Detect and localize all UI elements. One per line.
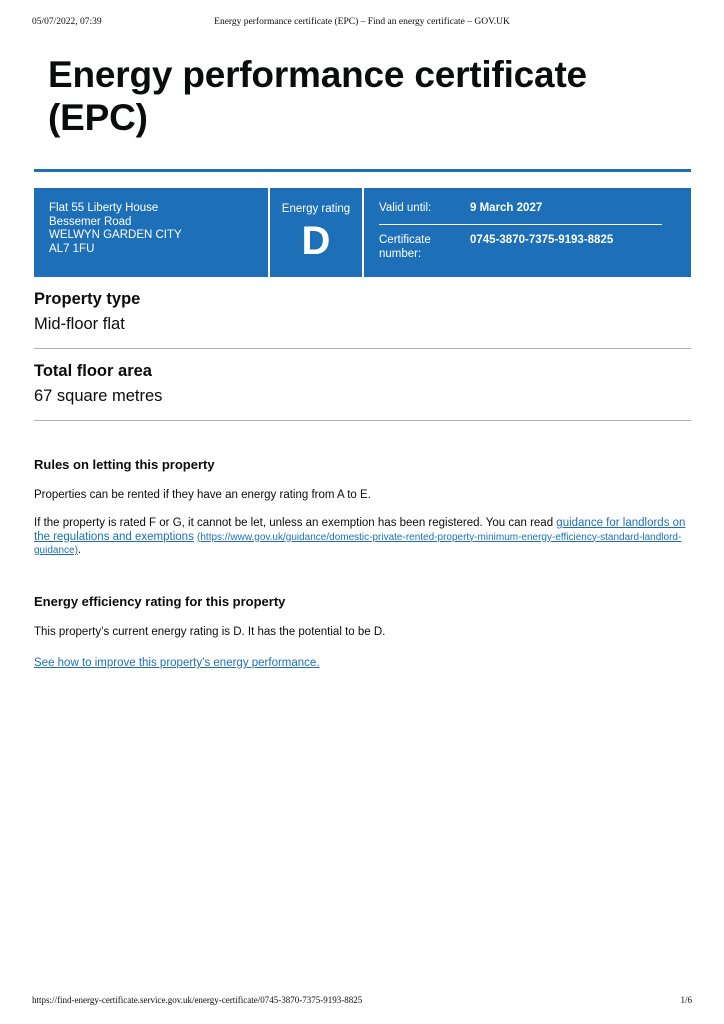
address-line: Bessemer Road [49,215,132,228]
certificate-number-value: 0745-3870-7375-9193-8825 [470,234,614,246]
certificate-number-label: Certificate number: [379,234,431,260]
print-page-number: 1/6 [680,995,692,1005]
print-header [32,17,692,31]
energy-rating-label: Energy rating [281,203,351,215]
efficiency-text: This property’s current energy rating is D. It has the potential to be D. [34,626,386,638]
energy-rating-box [270,188,362,277]
certificate-summary-panel [34,188,691,277]
efficiency-heading: Energy efficiency rating for this property [34,594,286,609]
letting-rules-heading: Rules on letting this property [34,457,215,472]
summary-divider [362,188,364,277]
floor-area-heading: Total floor area [34,362,152,380]
improve-performance-paragraph [34,657,694,671]
section-divider [34,420,691,421]
property-address [49,202,269,256]
summary-inner-divider [379,224,662,225]
improve-performance-link[interactable]: See how to improve this property’s energy performance. [34,657,320,669]
valid-until-label: Valid until: [379,202,432,214]
landlord-guidance-url[interactable]: (https://www.gov.uk/guidance/domestic-private-rented-property-minimum-energy-efficiency-standard-landlord-guidance) [34,531,682,556]
page-title: Energy performance certificate (EPC) [48,54,587,138]
section-divider [34,348,691,349]
address-postcode: AL7 1FU [49,242,95,255]
landlord-guidance-link[interactable]: guidance for landlords on the regulations and exemptions [34,517,686,543]
letting-exemption-intro: If the property is rated F or G, it cannot be let, unless an exemption has been registered. You can read [34,517,557,529]
print-document-title: Energy performance certificate (EPC) – Find an energy certificate – GOV.UK [214,17,510,27]
valid-until-value: 9 March 2027 [470,202,543,214]
property-type-value: Mid-floor flat [34,315,125,333]
print-footer [32,995,692,1009]
energy-rating-letter: D [301,219,331,263]
address-line: Flat 55 Liberty House [49,202,159,214]
print-page-url: https://find-energy-certificate.service.gov.uk/energy-certificate/0745-3870-7375-9193-8825 [32,995,363,1005]
property-type-heading: Property type [34,290,141,308]
address-line: WELWYN GARDEN CITY [49,229,182,241]
letting-exemption-text [34,517,694,558]
floor-area-value: 67 square metres [34,387,163,405]
print-date: 05/07/2022, 07:39 [32,17,102,27]
title-divider [34,169,691,172]
sentence-end: . [77,544,82,556]
letting-rules-text: Properties can be rented if they have an energy rating from A to E. [34,489,371,501]
